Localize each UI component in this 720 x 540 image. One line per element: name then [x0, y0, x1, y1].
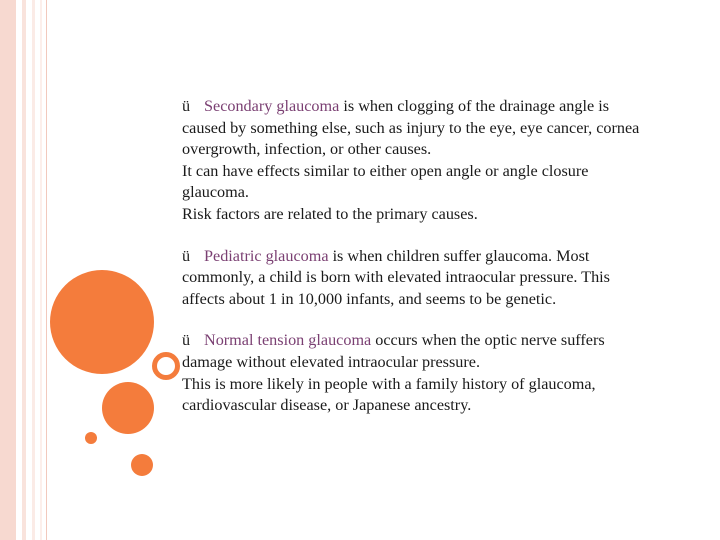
small-circle — [85, 432, 97, 444]
stripe — [40, 0, 42, 540]
stripe — [46, 0, 47, 540]
glaucoma-term: Pediatric glaucoma — [204, 246, 329, 265]
slide-content — [182, 96, 702, 437]
paragraph-secondary-glaucoma — [182, 96, 702, 226]
glaucoma-term: Normal tension glaucoma — [204, 331, 372, 350]
large-circle — [50, 270, 154, 374]
paragraph-normal-tension-glaucoma — [182, 330, 702, 416]
line-text: This is more likely in people with a family history of glaucoma, — [182, 374, 596, 393]
checkmark-icon: ü — [182, 246, 191, 265]
checkmark-icon: ü — [182, 97, 191, 115]
paragraph-pediatric-glaucoma — [182, 246, 702, 311]
line-text: damage without elevated intraocular pressure. — [182, 352, 480, 371]
stripe — [22, 0, 26, 540]
line-text: overgrowth, infection, or other causes. — [182, 140, 432, 159]
line-text: affects about 1 in 10,000 infants, and seems to be genetic. — [182, 289, 557, 308]
line-text: is when children suffer glaucoma. Most — [328, 246, 590, 265]
line-text: It can have effects similar to either open angle or angle closure — [182, 161, 589, 180]
paragraph-first-line — [182, 246, 702, 268]
medium-circle — [102, 382, 154, 434]
line-text: caused by something else, such as injury to the eye, eye cancer, cornea — [182, 118, 640, 137]
paragraph-first-line — [182, 330, 702, 352]
checkmark-icon: ü — [182, 331, 191, 350]
small-circle — [131, 454, 153, 476]
line-text: occurs when the optic nerve suffers — [371, 331, 605, 350]
ring-circle — [152, 352, 180, 380]
glaucoma-term: Secondary glaucoma — [204, 97, 340, 115]
line-text: glaucoma. — [182, 183, 249, 202]
line-text: is when clogging of the drainage angle is — [339, 97, 610, 115]
line-text: cardiovascular disease, or Japanese ancestry. — [182, 396, 472, 415]
line-text: Risk factors are related to the primary causes. — [182, 204, 478, 223]
stripe — [32, 0, 35, 540]
stripe — [0, 0, 16, 540]
line-text: commonly, a child is born with elevated intraocular pressure. This — [182, 268, 610, 287]
paragraph-first-line — [182, 96, 702, 118]
